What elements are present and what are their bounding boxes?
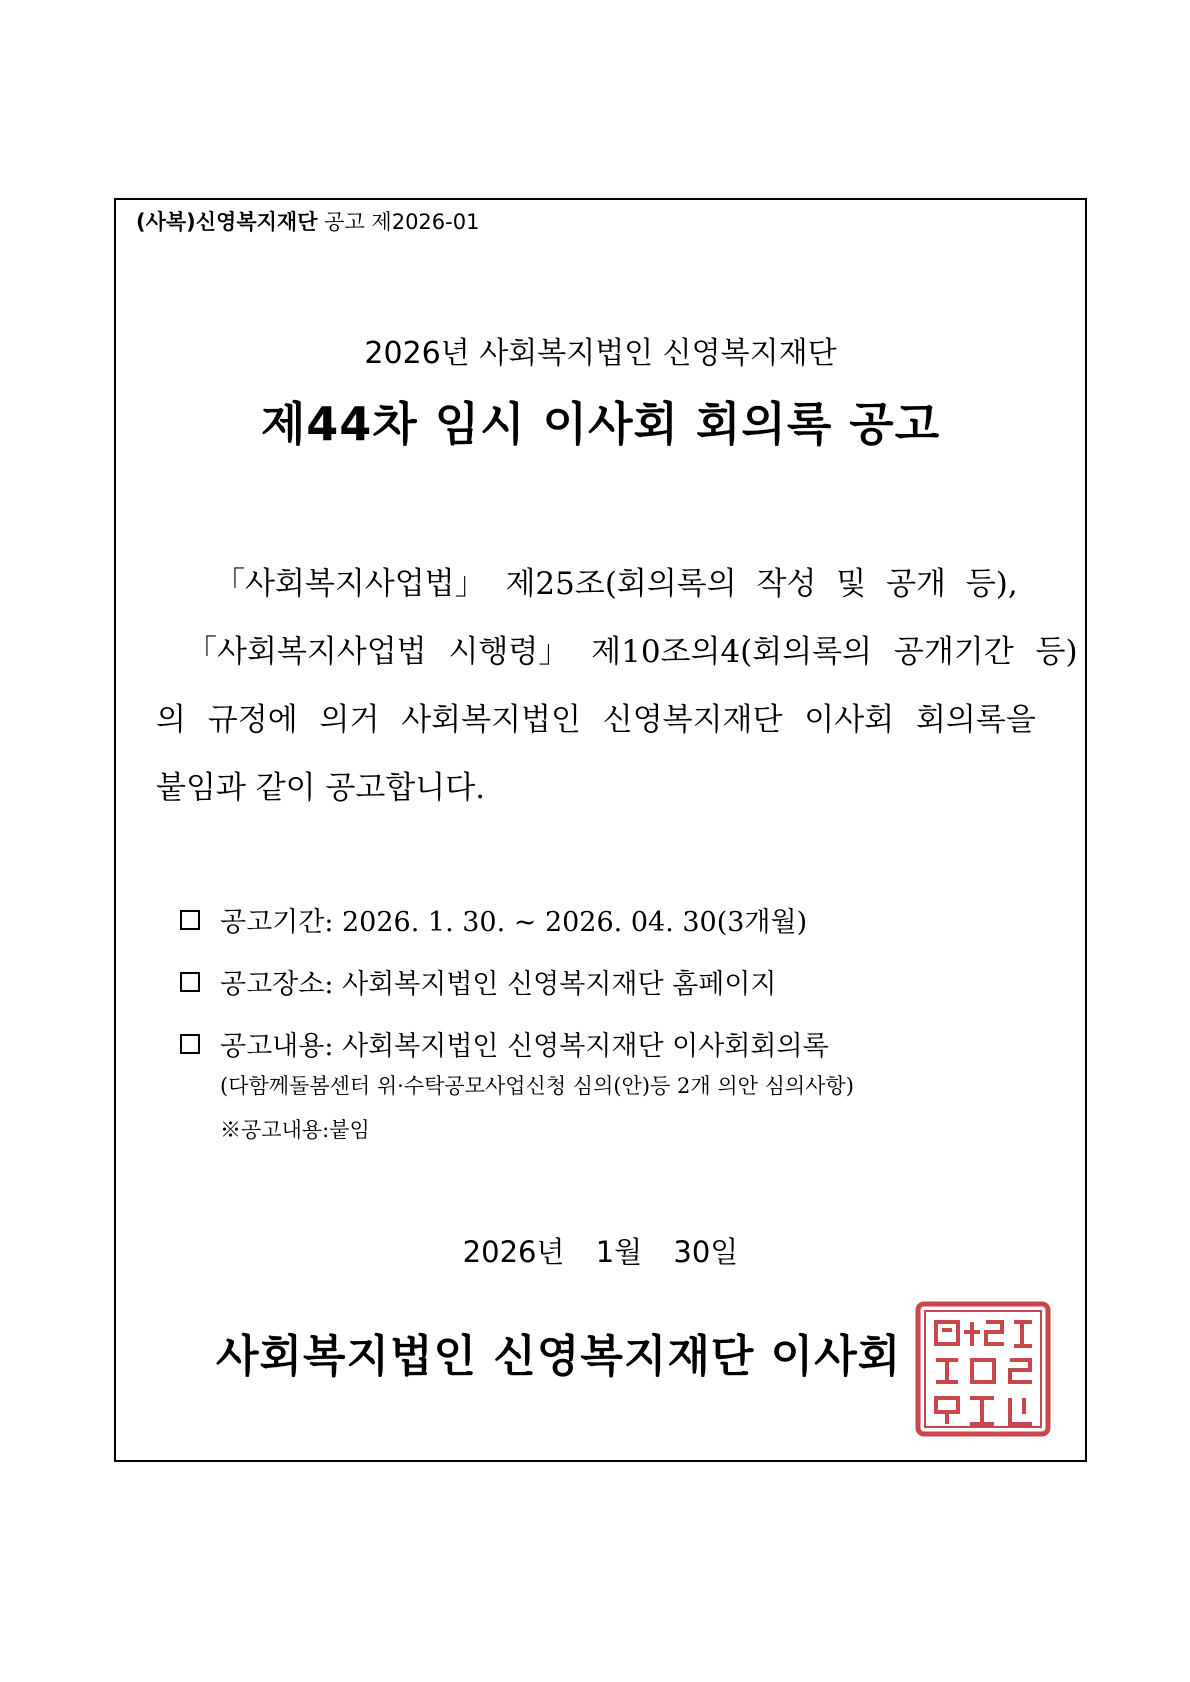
- notice-number: [136, 206, 479, 236]
- notice-frame: [114, 198, 1087, 1462]
- notice-date: 2026년 1월 30일: [462, 1235, 739, 1269]
- list-item: [180, 900, 807, 939]
- item-label: 공고장소: 사회복지법인 신영복지재단 홈페이지: [220, 969, 777, 1000]
- attachment-note: ※공고내용:붙임: [220, 1118, 370, 1142]
- notice-org: (사복)신영복지재단: [136, 210, 318, 234]
- official-seal-icon: [914, 1300, 1052, 1438]
- item-detail: (다함께돌봄센터 위·수탁공모사업신청 심의(안)등 2개 의안 심의사항): [220, 1074, 854, 1098]
- item-label: 공고내용: 사회복지법인 신영복지재단 이사회회의록: [220, 1031, 829, 1062]
- signature-org: 사회복지법인 신영복지재단 이사회: [216, 1331, 902, 1382]
- body-line: 붙임과 같이 공고합니다.: [156, 770, 486, 806]
- item-label: 공고기간: 2026. 1. 30. ~ 2026. 04. 30(3개월): [220, 907, 808, 938]
- body-line: 의 규정에 의거 사회복지법인 신영복지재단 이사회 회의록을: [156, 702, 1036, 738]
- notice-title: 제44차 임시 이사회 회의록 공고: [260, 397, 941, 451]
- notice-subtitle: 2026년 사회복지법인 신영복지재단: [364, 336, 837, 371]
- list-item: [180, 1024, 829, 1063]
- notice-body: [156, 550, 1078, 822]
- body-line: 「사회복지사업법」 제25조(회의록의 작성 및 공개 등),: [214, 566, 1018, 602]
- checkbox-square-icon: [180, 910, 200, 930]
- checkbox-square-icon: [180, 972, 200, 992]
- checkbox-square-icon: [180, 1034, 200, 1054]
- body-line: 「사회복지사업법 시행령」 제10조의4(회의록의 공개기간 등): [186, 634, 1078, 670]
- list-item: [180, 962, 776, 1001]
- notice-number-text: 공고 제2026-01: [324, 210, 480, 234]
